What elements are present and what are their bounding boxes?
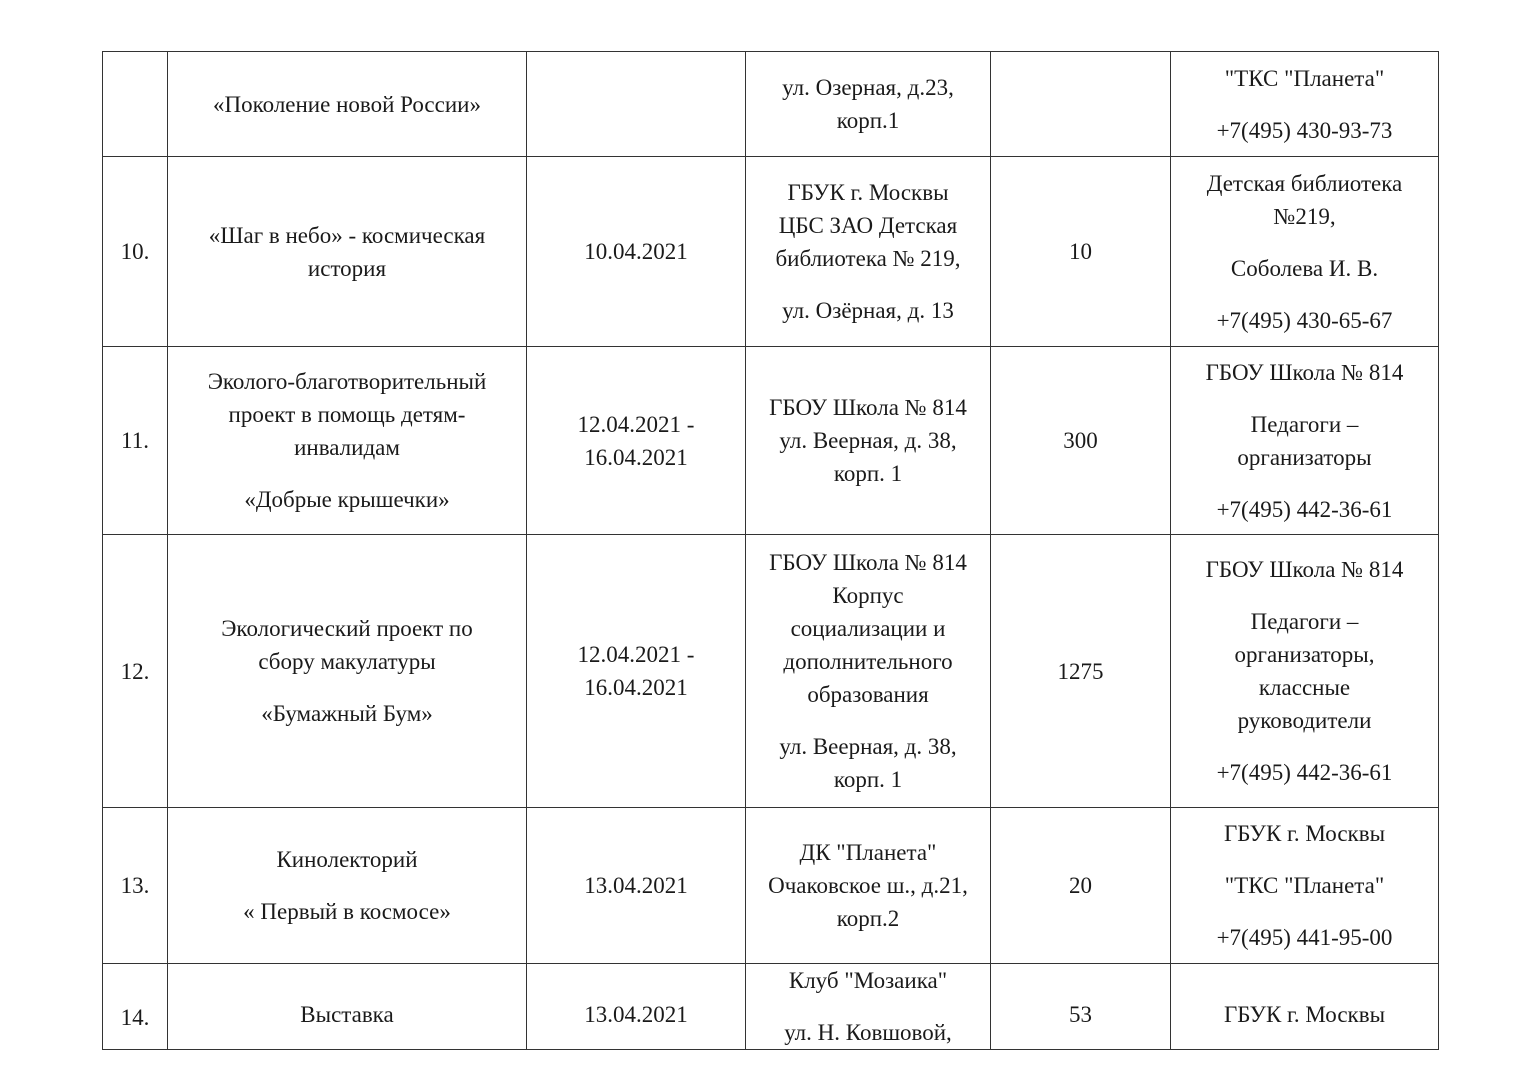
row-number: 12. [103,535,168,808]
event-line: «Добрые крышечки» [244,487,450,512]
place-line: корп. 1 [833,767,903,792]
organizer-line: +7(495) 442-36-61 [1216,760,1393,785]
date-line: 12.04.2021 - [577,411,695,437]
count-text: 53 [1069,1001,1092,1027]
place-cell [746,157,991,347]
organizer-line: Соболева И. В. [1230,255,1379,281]
organizer-line: "ТКС "Планета" [1224,873,1385,898]
place-line: ул. Веерная, д. 38, [779,428,957,453]
date-cell [527,535,746,808]
count-cell: 1275 [991,535,1171,808]
event-line: «Шаг в небо» - космическая [208,222,486,248]
place-line: ЦБС ЗАО Детская [778,213,958,238]
event-line: Экологический проект по [221,616,473,641]
organizer-line: +7(495) 430-93-73 [1216,117,1393,143]
organizer-line: +7(495) 441-95-00 [1216,925,1393,950]
place-line: образования [807,682,929,707]
event-cell [168,808,527,964]
table-row [103,964,1439,1050]
organizer-line: Детская библиотека [1206,170,1403,196]
row-number-text: 14. [120,1005,150,1030]
row-number: 11. [103,347,168,535]
organizer-line: ГБОУ Школа № 814 [1205,359,1404,385]
place-line: ул. Озёрная, д. 13 [782,298,954,323]
place-line: ГБУК г. Москвы [787,180,949,205]
table-row [103,347,1439,535]
event-line: Выставка [300,1001,394,1027]
date-line: 13.04.2021 [584,873,688,898]
place-line: социализации и [790,616,946,641]
event-line: история [307,255,387,281]
place-line: ул. Веерная, д. 38, [779,734,957,759]
event-line: «Бумажный Бум» [261,701,433,726]
organizer-line: Педагоги – [1250,609,1359,634]
date-line: 13.04.2021 [584,1001,688,1027]
organizer-line: руководители [1237,708,1372,733]
place-cell [746,52,991,157]
count-cell [991,964,1171,1050]
organizer-line: организаторы, [1234,642,1375,667]
place-line: корп.2 [836,906,900,931]
place-line: Очаковское ш., д.21, [768,873,968,898]
organizer-cell [1171,52,1439,157]
event-line: сбору макулатуры [258,649,436,674]
organizer-line: ГБУК г. Москвы [1223,821,1386,846]
organizer-line: ГБУК г. Москвы [1223,1001,1386,1027]
date-line: 12.04.2021 - [577,642,695,667]
date-cell [527,52,746,157]
date-line: 10.04.2021 [584,239,688,264]
date-line: 16.04.2021 [584,675,688,700]
organizer-line: организаторы [1237,444,1372,470]
event-cell [168,535,527,808]
place-line: ул. Н. Ковшовой, [784,1020,952,1045]
organizer-cell [1171,347,1439,535]
event-cell [168,157,527,347]
place-line: ул. Озерная, д.23, [782,75,954,100]
table-row [103,808,1439,964]
organizer-line: ГБОУ Школа № 814 [1205,557,1404,582]
count-cell: 10 [991,157,1171,347]
event-line: Эколого-благотворительный [207,369,487,394]
count-cell [991,52,1171,157]
row-number [103,964,168,1050]
place-line: Клуб "Мозаика" [788,968,948,993]
organizer-line: "ТКС "Планета" [1224,65,1385,91]
place-line: дополнительного [783,649,953,674]
table-row [103,157,1439,347]
organizer-line: классные [1258,675,1351,700]
organizer-cell [1171,964,1439,1050]
place-line: ГБОУ Школа № 814 [769,395,967,420]
events-table [102,51,1439,1050]
table-row [103,52,1439,157]
place-cell [746,535,991,808]
event-line: « Первый в космосе» [243,899,451,924]
date-cell [527,157,746,347]
event-line: Кинолекторий [276,847,418,872]
event-cell [168,964,527,1050]
place-cell [746,347,991,535]
row-number [103,52,168,157]
table-row [103,535,1439,808]
organizer-line: Педагоги – [1250,411,1359,437]
date-cell [527,347,746,535]
count-cell: 20 [991,808,1171,964]
row-number: 13. [103,808,168,964]
organizer-cell [1171,157,1439,347]
count-cell: 300 [991,347,1171,535]
event-line: «Поколение новой России» [213,91,481,117]
place-line: корп.1 [836,108,900,133]
organizer-line: №219, [1273,203,1336,229]
place-cell [746,964,991,1050]
organizer-cell [1171,808,1439,964]
place-line: ГБОУ Школа № 814 [769,550,967,575]
date-cell [527,808,746,964]
place-line: библиотека № 219, [775,246,961,271]
place-line: корп. 1 [833,461,903,486]
place-line: Корпус [832,583,904,608]
date-cell [527,964,746,1050]
event-line: проект в помощь детям- [228,402,466,427]
organizer-line: +7(495) 442-36-61 [1216,496,1393,522]
organizer-line: +7(495) 430-65-67 [1216,307,1393,333]
place-line: ДК "Планета" [799,840,937,865]
organizer-cell [1171,535,1439,808]
event-cell [168,347,527,535]
row-number: 10. [103,157,168,347]
date-line: 16.04.2021 [584,444,688,470]
event-line: инвалидам [294,435,400,460]
place-cell [746,808,991,964]
event-cell [168,52,527,157]
